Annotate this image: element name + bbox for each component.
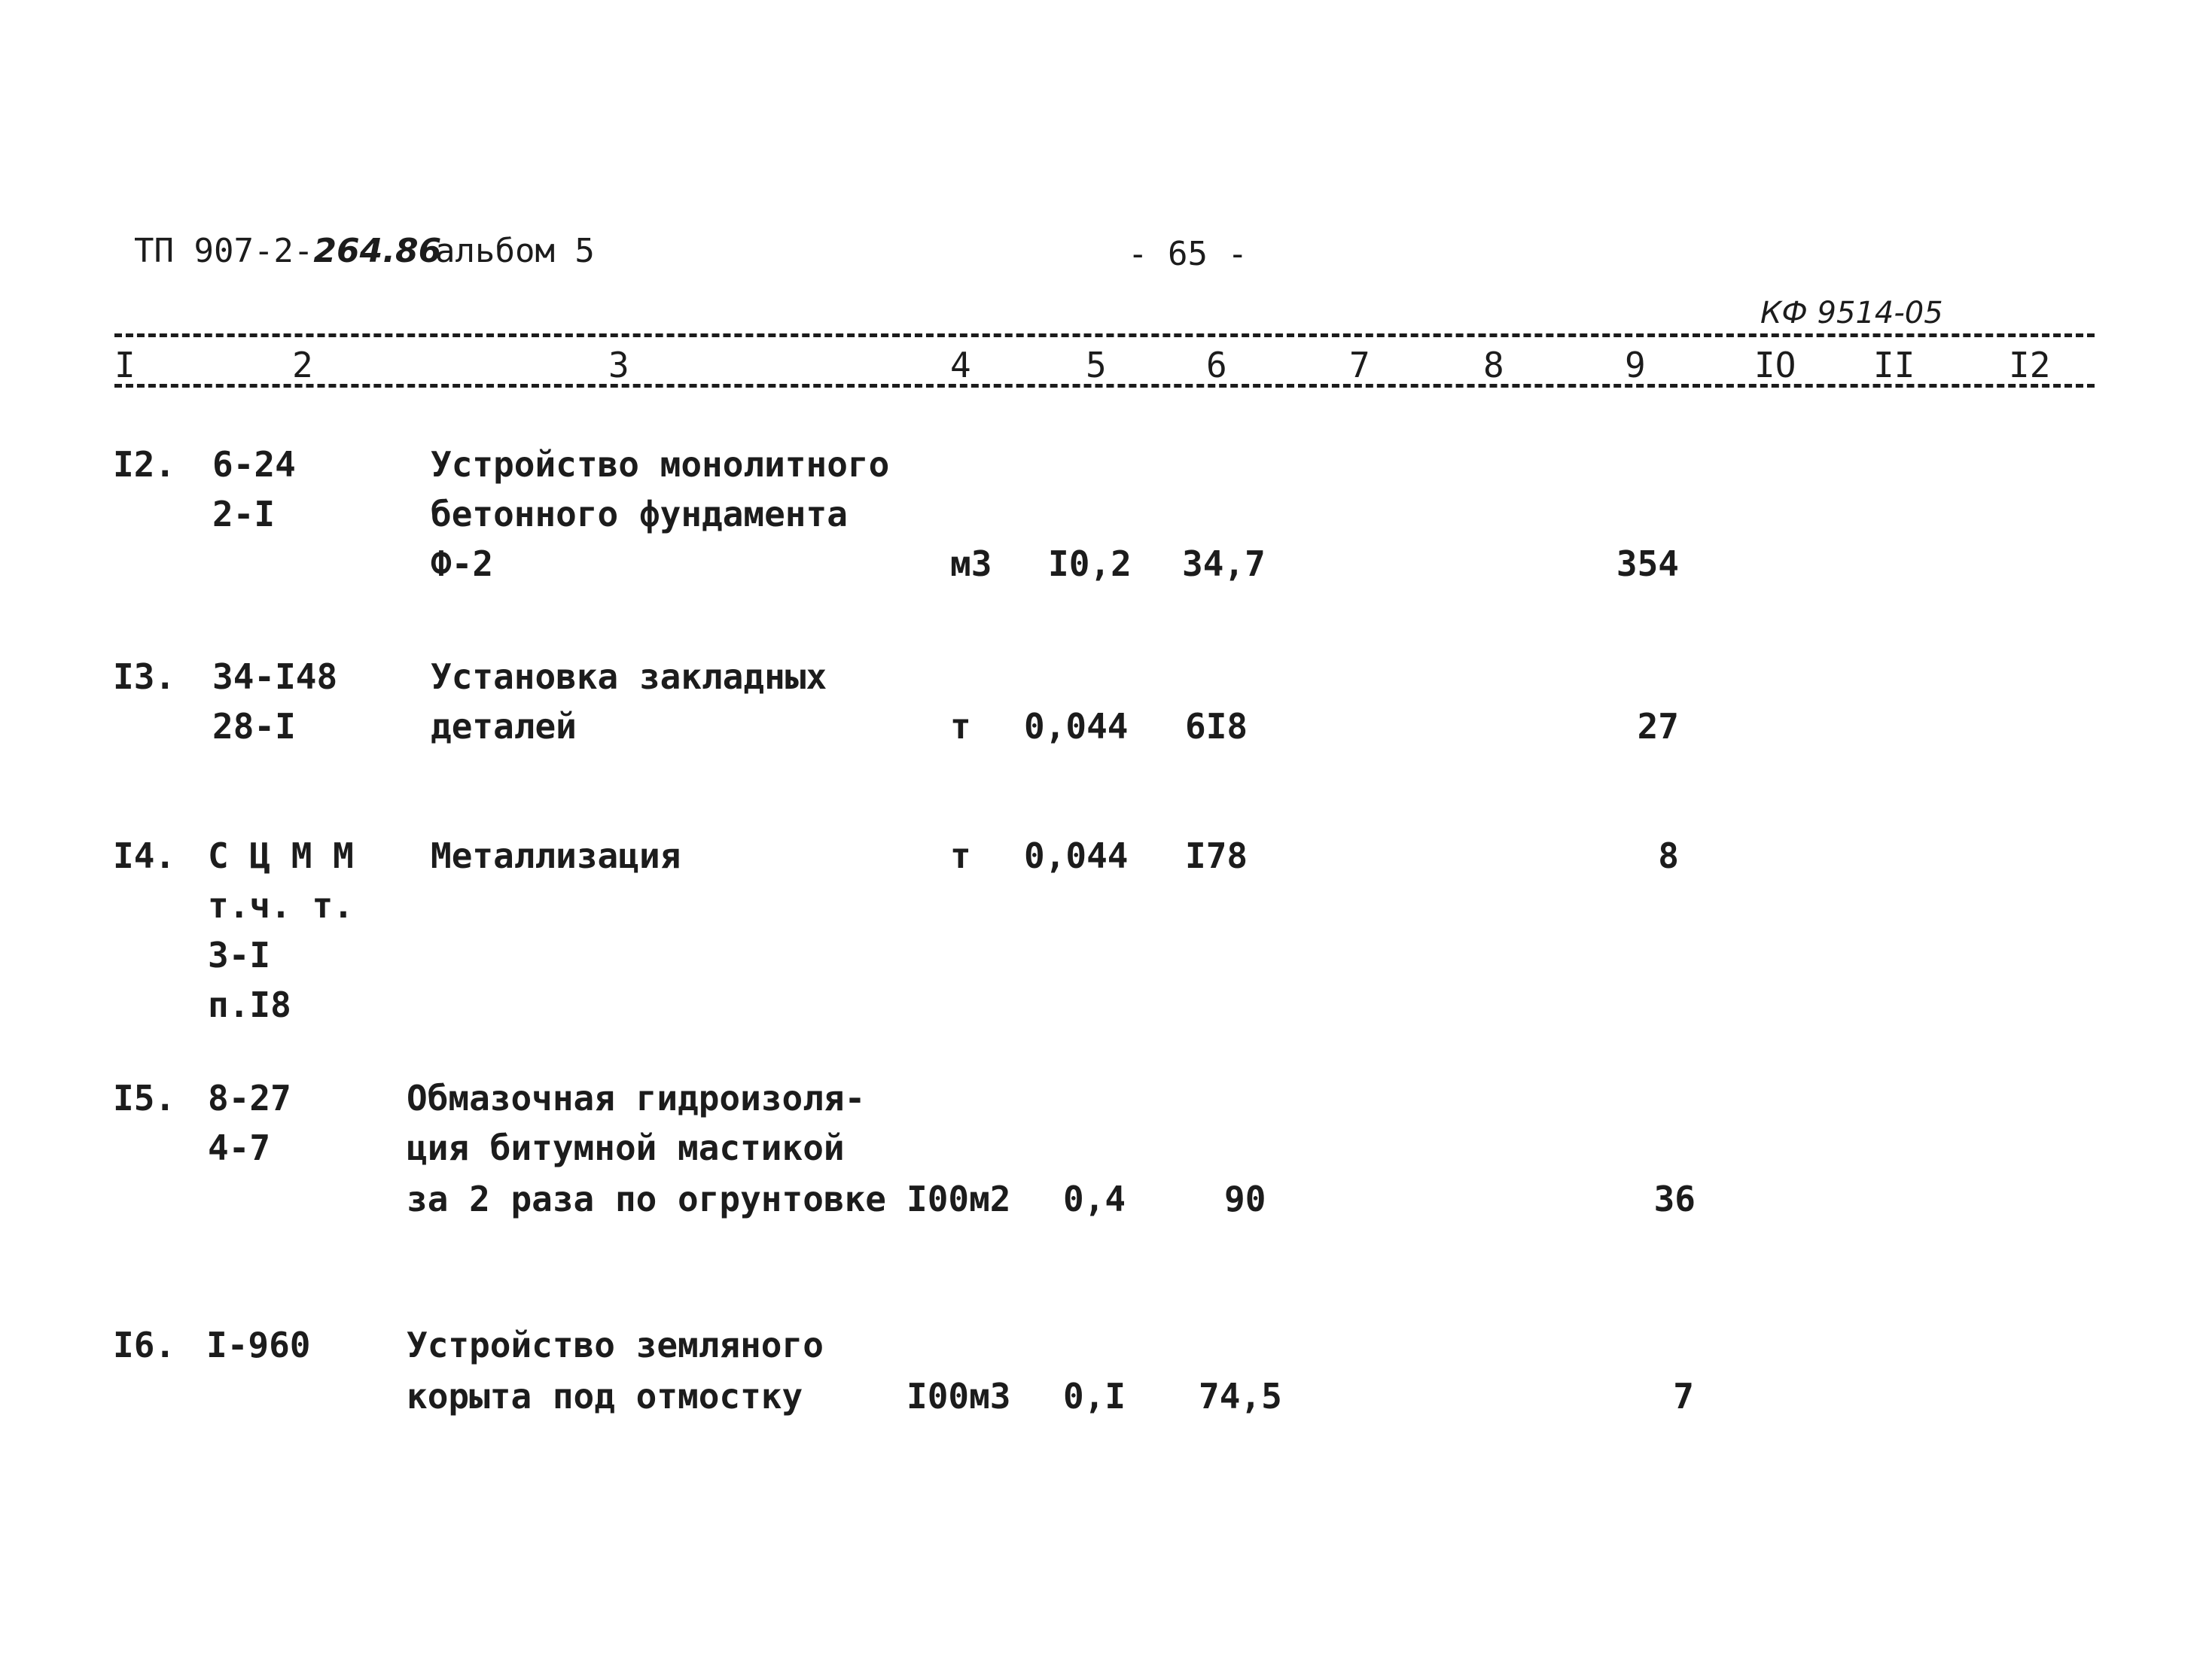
column-header-5: 5 xyxy=(1086,345,1107,385)
row-13-quantity: 0,044 xyxy=(1024,706,1129,747)
row-15-code-line-1: 8-27 xyxy=(208,1078,291,1118)
row-12-quantity: I0,2 xyxy=(1048,543,1132,584)
row-12-price: 34,7 xyxy=(1182,543,1266,584)
document-code-prefix: ТП 907-2- xyxy=(134,232,314,270)
row-14-code-line-1: С Ц М М xyxy=(208,835,354,876)
row-16-total: 7 xyxy=(1673,1376,1694,1417)
row-14-code-line-3: 3-I xyxy=(208,935,271,975)
column-header-2: 2 xyxy=(292,345,313,385)
row-13-price: 6I8 xyxy=(1185,706,1248,747)
row-15-code-line-2: 4-7 xyxy=(208,1128,271,1168)
row-14-quantity: 0,044 xyxy=(1024,835,1129,876)
row-15-description-line-1: Обмазочная гидроизоля- xyxy=(407,1078,866,1118)
page-number: - 65 - xyxy=(1128,235,1248,273)
row-15-price: 90 xyxy=(1224,1179,1266,1219)
row-14-total: 8 xyxy=(1658,835,1679,876)
row-16-quantity: 0,I xyxy=(1063,1376,1126,1417)
row-15-description-line-2: ция битумной мастикой xyxy=(407,1128,845,1168)
row-16-unit: I00м3 xyxy=(906,1376,1011,1417)
row-14-number: I4. xyxy=(113,835,176,876)
row-13-description-line-1: Установка закладных xyxy=(431,656,827,697)
row-12-code-line-2: 2-I xyxy=(212,494,276,534)
column-header-11: II xyxy=(1873,345,1915,385)
row-12-description-line-3: Ф-2 xyxy=(431,543,494,584)
row-16-code-line-1: I-960 xyxy=(206,1325,311,1365)
row-15-quantity: 0,4 xyxy=(1063,1179,1126,1219)
row-13-unit: т xyxy=(950,706,971,747)
row-15-description-line-3: за 2 раза по огрунтовке xyxy=(407,1179,886,1219)
row-14-code-line-2: т.ч. т. xyxy=(208,885,354,926)
row-16-description-line-1: Устройство земляного xyxy=(407,1325,824,1365)
row-16-number: I6. xyxy=(113,1325,176,1365)
row-15-unit: I00м2 xyxy=(906,1179,1011,1219)
column-header-3: 3 xyxy=(608,345,629,385)
column-header-12: I2 xyxy=(2009,345,2051,385)
row-13-description-line-2: деталей xyxy=(431,706,577,747)
row-12-description-line-1: Устройство монолитного xyxy=(431,444,890,485)
row-13-total: 27 xyxy=(1637,706,1679,747)
row-16-price: 74,5 xyxy=(1199,1376,1282,1417)
row-14-unit: т xyxy=(950,835,971,876)
album-label: альбом 5 xyxy=(435,232,595,270)
row-12-total: 354 xyxy=(1616,543,1679,584)
column-header-6: 6 xyxy=(1206,345,1227,385)
row-15-number: I5. xyxy=(113,1078,176,1118)
row-12-unit: м3 xyxy=(950,543,992,584)
row-12-description-line-2: бетонного фундамента xyxy=(431,494,848,534)
document-code-handwritten: 264.86 xyxy=(313,232,442,270)
column-header-8: 8 xyxy=(1483,345,1504,385)
column-header-4: 4 xyxy=(950,345,971,385)
header-dashed-line-top xyxy=(114,333,2095,337)
row-13-number: I3. xyxy=(113,656,176,697)
row-12-code-line-1: 6-24 xyxy=(212,444,296,485)
row-14-price: I78 xyxy=(1185,835,1248,876)
handwritten-stamp: КФ 9514-05 xyxy=(1760,296,1943,330)
row-15-total: 36 xyxy=(1653,1179,1696,1219)
row-14-code-line-4: п.I8 xyxy=(208,985,291,1025)
column-header-1: I xyxy=(114,345,136,385)
row-16-description-line-2: корыта под отмостку xyxy=(407,1376,803,1417)
row-14-description-line-1: Металлизация xyxy=(431,835,681,876)
row-13-code-line-1: 34-I48 xyxy=(212,656,338,697)
row-13-code-line-2: 28-I xyxy=(212,706,296,747)
column-header-9: 9 xyxy=(1625,345,1646,385)
column-header-7: 7 xyxy=(1349,345,1370,385)
row-12-number: I2. xyxy=(113,444,176,485)
column-header-10: IO xyxy=(1754,345,1796,385)
document-code xyxy=(134,232,442,270)
